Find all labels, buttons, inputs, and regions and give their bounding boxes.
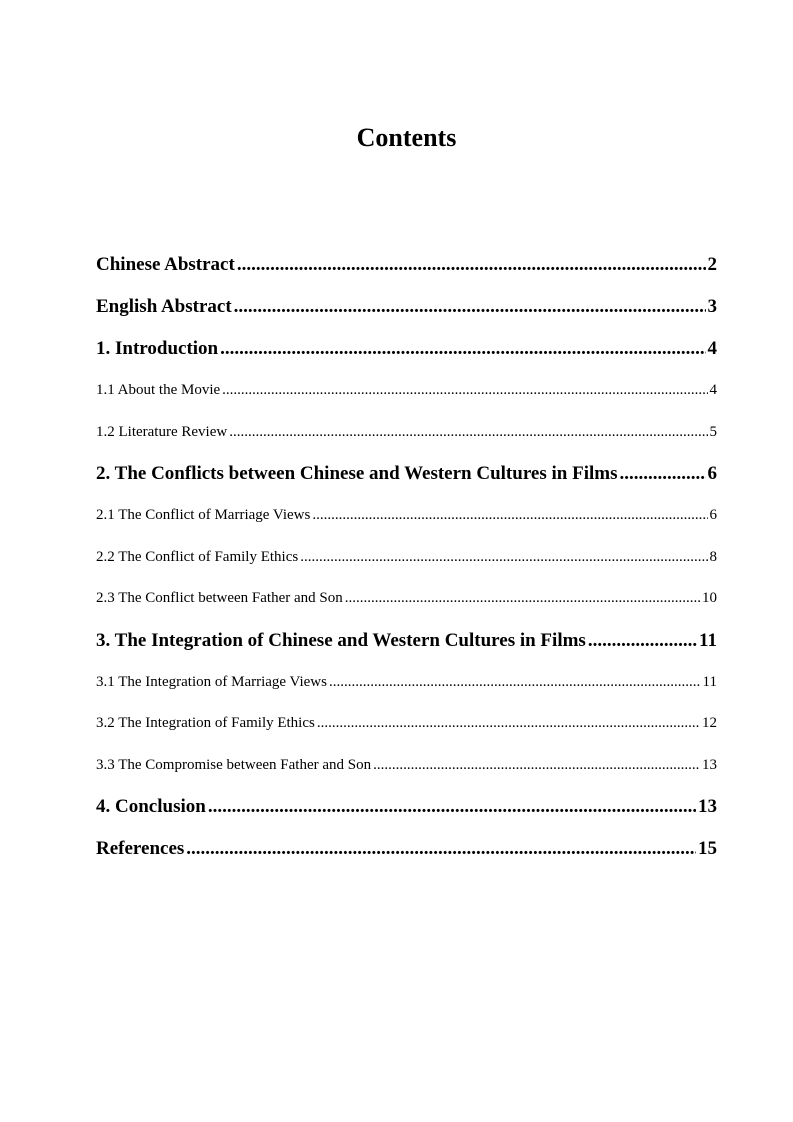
toc-entry-page: 5 [709, 423, 717, 440]
toc-entry[interactable] [96, 537, 717, 579]
toc-entry[interactable] [96, 578, 717, 620]
dot-leader [373, 745, 700, 787]
toc-list [96, 244, 717, 870]
dot-leader [300, 537, 707, 579]
toc-entry-page: 3 [707, 296, 717, 317]
dot-leader [619, 453, 705, 495]
toc-entry-page: 13 [698, 796, 717, 817]
toc-entry-label: 2.1 The Conflict of Marriage Views [96, 507, 311, 523]
toc-entry-label: 1.2 Literature Review [96, 423, 228, 440]
toc-entry-label: 3. The Integration of Chinese and Western Cultures in Films [96, 629, 586, 651]
toc-entry-page: 11 [702, 673, 717, 690]
toc-entry-label: 3.1 The Integration of Marriage Views [96, 673, 327, 690]
toc-entry-label: 2.3 The Conflict between Father and Son [96, 590, 343, 606]
toc-entry-page: 2 [707, 254, 717, 275]
toc-entry-page: 11 [699, 629, 717, 651]
toc-entry[interactable] [96, 620, 717, 662]
toc-entry-label: 3.3 The Compromise between Father and Son [96, 756, 372, 773]
toc-title: Contents [356, 123, 457, 152]
toc-entry-page: 4 [707, 338, 717, 359]
toc-entry-label: 1.1 About the Movie [96, 382, 221, 398]
toc-entry-label: English Abstract [96, 296, 232, 317]
dot-leader [186, 828, 696, 870]
dot-leader [312, 495, 707, 537]
toc-entry[interactable] [96, 370, 717, 412]
toc-entry-page: 6 [709, 507, 717, 523]
dot-leader [588, 620, 697, 662]
toc-entry-label: 2.2 The Conflict of Family Ethics [96, 548, 299, 565]
toc-entry[interactable] [96, 828, 717, 870]
dot-leader [222, 370, 707, 412]
toc-entry[interactable] [96, 412, 717, 454]
toc-entry[interactable] [96, 453, 717, 495]
toc-entry[interactable] [96, 495, 717, 537]
toc-entry-label: Chinese Abstract [96, 254, 235, 275]
toc-entry-page: 8 [709, 548, 717, 565]
toc-entry-label: 4. Conclusion [96, 796, 206, 817]
toc-entry-label: 1. Introduction [96, 338, 219, 359]
toc-entry-page: 13 [702, 756, 717, 773]
toc-entry[interactable] [96, 745, 717, 787]
toc-entry-label: References [96, 838, 185, 859]
dot-leader [329, 662, 701, 704]
toc-entry[interactable] [96, 286, 717, 328]
dot-leader [208, 786, 696, 828]
dot-leader [237, 244, 706, 286]
dot-leader [345, 578, 700, 620]
dot-leader [229, 412, 707, 454]
toc-entry-page: 12 [702, 715, 717, 731]
toc-entry-label: 2. The Conflicts between Chinese and Western Cultures in Films [96, 463, 618, 484]
toc-entry[interactable] [96, 662, 717, 704]
toc-entry[interactable] [96, 328, 717, 370]
toc-entry[interactable] [96, 786, 717, 828]
toc-entry-label: 3.2 The Integration of Family Ethics [96, 715, 315, 731]
toc-entry-page: 15 [698, 838, 717, 859]
toc-entry[interactable] [96, 703, 717, 745]
dot-leader [220, 328, 705, 370]
dot-leader [317, 703, 700, 745]
toc-entry[interactable] [96, 244, 717, 286]
toc-entry-page: 10 [702, 590, 717, 606]
dot-leader [234, 286, 706, 328]
toc-entry-page: 6 [707, 463, 717, 484]
toc-entry-page: 4 [709, 382, 717, 398]
